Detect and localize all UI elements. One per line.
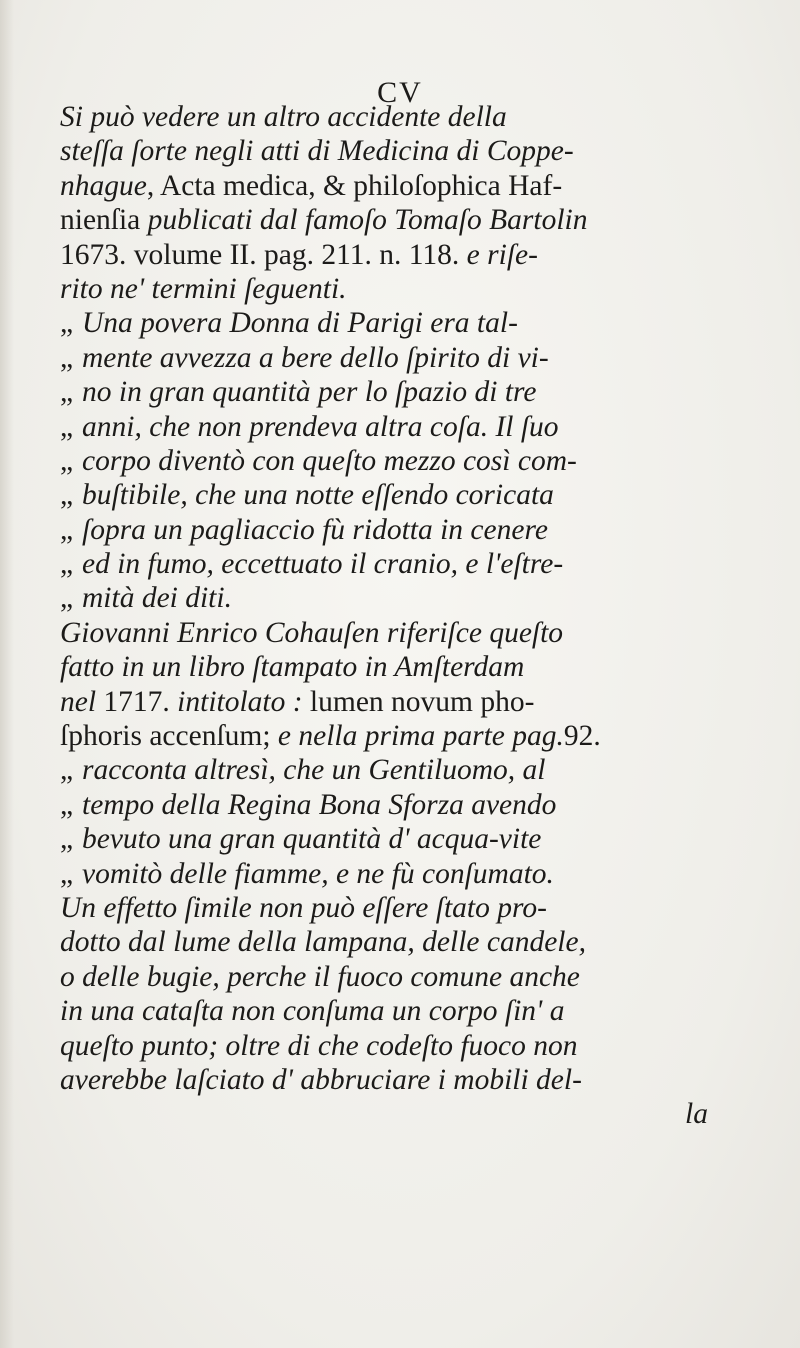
- roman-text: lumen novum pho-: [309, 685, 535, 718]
- text-line: [60, 822, 760, 856]
- italic-text: tempo della Regina Bona Sforza avendo: [82, 788, 557, 821]
- text-line: [60, 134, 760, 168]
- italic-text: o delle bugie, perche il fuoco comune anche: [60, 960, 580, 993]
- text-line: [60, 1029, 760, 1063]
- text-line: [60, 306, 760, 340]
- roman-text: nienſia: [60, 204, 148, 237]
- text-line: [60, 616, 760, 650]
- text-line: [60, 410, 760, 444]
- text-line: [60, 100, 760, 134]
- text-line: [60, 547, 760, 581]
- text-line: [60, 753, 760, 787]
- text-line: [60, 685, 760, 719]
- italic-text: nhague: [60, 169, 147, 202]
- text-line: [60, 375, 760, 409]
- roman-text: ſphoris accenſum;: [60, 720, 278, 753]
- text-line: [60, 925, 760, 959]
- italic-text: vomitò delle fiamme, e ne fù conſumato.: [82, 857, 554, 890]
- binding-shadow: [0, 0, 14, 1348]
- text-line: [60, 169, 760, 203]
- italic-text: e nella prima parte pag.: [277, 720, 564, 753]
- italic-text: Si può vedere un altro accidente della: [60, 101, 507, 133]
- quote-mark: „: [60, 376, 74, 409]
- quote-mark: „: [60, 548, 74, 581]
- text-line: [60, 513, 760, 547]
- quote-mark: „: [60, 513, 74, 546]
- italic-text: corpo diventò con queſto mezzo così com-: [82, 444, 577, 477]
- text-line: [60, 238, 760, 272]
- text-line: [60, 1063, 760, 1097]
- italic-text: anni, che non prendeva altra coſa. Il ſuo: [82, 410, 559, 443]
- italic-text: e riſe-: [466, 238, 538, 271]
- italic-text: Un effetto ſimile non può eſſere ſtato pro-: [60, 891, 547, 924]
- quote-mark: „: [60, 788, 74, 821]
- italic-text: nel: [60, 685, 104, 718]
- italic-text: buſtibile, che una notte eſſendo coricata: [82, 479, 554, 512]
- quote-mark: „: [60, 479, 74, 512]
- text-line: [60, 478, 760, 512]
- italic-text: dotto dal lume della lampana, delle candele,: [60, 926, 586, 959]
- text-line: [60, 650, 760, 684]
- roman-text: , Acta medica, & philoſophica Haf-: [146, 169, 563, 202]
- italic-text: averebbe laſciato d' abbruciare i mobili del-: [60, 1063, 582, 1096]
- quote-mark: „: [60, 754, 74, 787]
- text-line: [60, 203, 760, 237]
- quote-mark: „: [60, 444, 74, 477]
- quote-mark: „: [60, 307, 74, 340]
- italic-text: ſopra un pagliaccio fù ridotta in cenere: [82, 513, 548, 546]
- page-number: CV: [377, 76, 423, 109]
- roman-text: 92.: [563, 720, 601, 753]
- text-line: [60, 272, 760, 306]
- quote-mark: „: [60, 341, 74, 374]
- italic-text: Giovanni Enrico Cohauſen riferiſce queſto: [60, 616, 564, 649]
- text-line: [60, 960, 760, 994]
- italic-text: ed in fumo, eccettuato il cranio, e l'eſtre-: [82, 548, 564, 581]
- text-line: [60, 994, 760, 1028]
- italic-text: in una cataſta non conſuma un corpo ſin' a: [60, 995, 565, 1028]
- italic-text: bevuto una gran quantità d' acqua-vite: [82, 823, 542, 856]
- text-line: [60, 719, 760, 753]
- text-line: [60, 857, 760, 891]
- text-line: [60, 581, 760, 615]
- quote-mark: „: [60, 857, 74, 890]
- roman-text: 1717.: [103, 685, 178, 718]
- text-line: [60, 788, 760, 822]
- catchword: la: [685, 1098, 708, 1131]
- text-line: [60, 891, 760, 925]
- italic-text: fatto in un libro ſtampato in Amſterdam: [60, 651, 525, 684]
- quote-mark: „: [60, 582, 74, 615]
- italic-text: Una povera Donna di Parigi era tal-: [82, 307, 518, 340]
- italic-text: mità dei diti.: [82, 582, 232, 615]
- body-text: [60, 100, 760, 1132]
- italic-text: racconta altresì, che un Gentiluomo, al: [82, 754, 546, 787]
- italic-text: intitolato :: [177, 685, 310, 718]
- text-line: [60, 341, 760, 375]
- italic-text: steſſa ſorte negli atti di Medicina di Coppe-: [60, 135, 574, 168]
- roman-text: 1673. volume II. pag. 211. n. 118.: [60, 238, 467, 271]
- text-line: [60, 444, 760, 478]
- italic-text: publicati dal famoſo Tomaſo Bartolin: [147, 204, 588, 237]
- italic-text: no in gran quantità per lo ſpazio di tre: [82, 376, 537, 409]
- italic-text: queſto punto; oltre di che codeſto fuoco non: [60, 1029, 578, 1062]
- quote-mark: „: [60, 410, 74, 443]
- italic-text: mente avvezza a bere dello ſpirito di vi-: [82, 341, 549, 374]
- quote-mark: „: [60, 823, 74, 856]
- italic-text: rito ne' termini ſeguenti.: [60, 272, 347, 305]
